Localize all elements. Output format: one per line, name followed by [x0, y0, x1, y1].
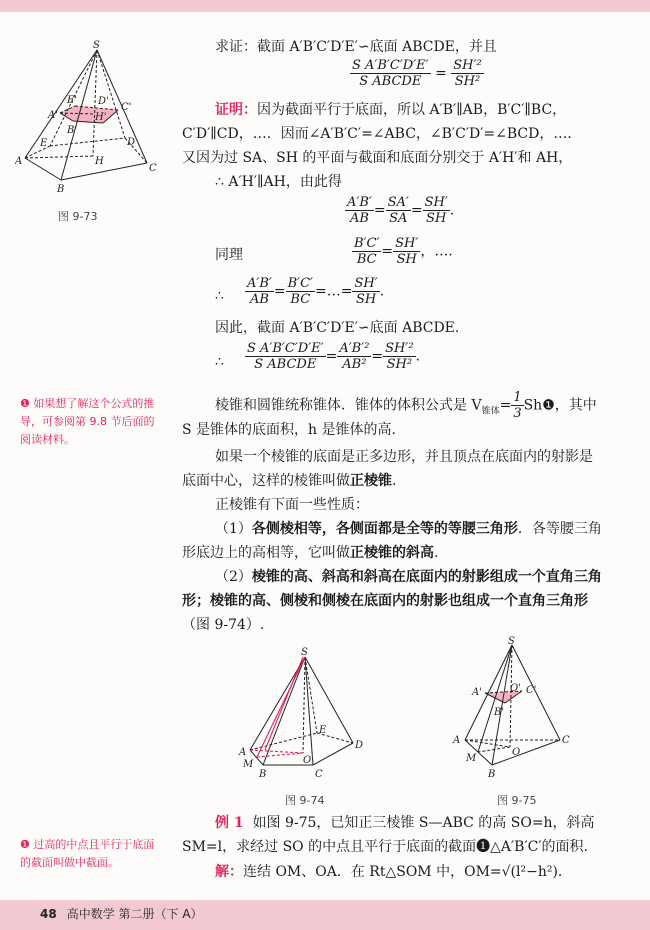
- formula-3: $\frac{B'C'}{BC}$ = $\frac{SH'}{SH}$ ，…．: [354, 236, 463, 267]
- def-line-2: 底面中心，这样的棱锥叫做正棱锥.: [182, 473, 397, 489]
- example-line-2: SM=l，求经过 SO 的中点且平行于底面的截面❶△A′B′C′的面积.: [182, 839, 588, 855]
- example-line-1: 例 1 如图 9-75，已知正三棱锥 S—ABC 的高 SO=h，斜高: [215, 815, 595, 831]
- property-2-line-3: （图 9-74）.: [182, 617, 265, 633]
- therefore-1: ∴: [215, 288, 224, 304]
- label-a: A: [15, 156, 23, 167]
- label-b-prime: B': [67, 125, 78, 136]
- proof-line-1: 证明：因为截面平行于底面，所以 A′B′∥AB，B′C′∥BC，: [215, 102, 567, 118]
- label-o: O: [512, 747, 521, 758]
- proof-label: 证明：: [215, 102, 257, 118]
- figure-9-74: [235, 645, 375, 785]
- label-c-prime: C': [121, 102, 132, 113]
- term-regular-pyramid: 正棱锥: [350, 473, 392, 489]
- similarly-label: 同理: [215, 247, 243, 263]
- page-footer: [40, 905, 203, 922]
- book-title: 高中数学 第二册（下 A）: [66, 907, 203, 921]
- label-s: S: [508, 636, 515, 647]
- label-a: A: [453, 735, 461, 746]
- therefore-2: ∴: [215, 354, 224, 370]
- figure-9-73: [15, 38, 165, 203]
- formula-1-left: $\frac{\text{S A′B′C′D′E′}}{\text{S ABCDE}}$: [352, 58, 429, 89]
- label-s: S: [301, 647, 308, 658]
- label-c-prime: C': [526, 685, 537, 696]
- figure-9-74-caption: 图 9-74: [285, 794, 325, 807]
- label-d-prime: D': [98, 96, 109, 107]
- label-a-prime: A': [472, 687, 482, 698]
- margin-note-2: ❶ 过高的中点且平行于底面的截面叫做中截面。: [20, 838, 155, 869]
- page-number: 48: [40, 907, 57, 921]
- example-label: 例 1: [215, 815, 244, 831]
- label-b: B: [57, 184, 65, 195]
- formula-1-right: $\frac{\text{SH′²}}{\text{SH²}}$: [453, 58, 482, 89]
- formula-2: $\frac{A'B'}{AB}$ = $\frac{SA'}{SA}$ = $\frac{SH'}{SH}$ .: [347, 195, 455, 226]
- term-slant-height: 正棱锥的斜高: [350, 545, 434, 561]
- formula-4: $\frac{A'B'}{AB}$ = $\frac{B'C'}{BC}$ =…= $\frac{SH'}{SH}$ .: [247, 276, 385, 307]
- label-a-prime: A': [48, 110, 58, 121]
- property-1-line-2: 形底边上的高相等，它叫做正棱锥的斜高.: [182, 545, 439, 561]
- proof-line-4: ∴ A′H′∥AH，由此得: [215, 174, 342, 190]
- label-d: D: [355, 740, 364, 751]
- label-m: M: [466, 753, 477, 764]
- proof-line-3: 又因为过 SA、SH 的平面与截面和底面分别交于 A′H′和 AH，: [182, 150, 573, 166]
- solution-line: 解：连结 OM、OA．在 Rt△SOM 中，OM=√(l²−h²).: [215, 864, 563, 880]
- label-o-prime: O': [510, 683, 521, 694]
- label-m: M: [243, 759, 254, 770]
- label-d: D: [127, 137, 136, 148]
- figure-9-75-caption: 图 9-75: [497, 794, 537, 807]
- label-e: E: [40, 138, 48, 149]
- margin-note-1: ❶ 如果想了解这个公式的推导，可参阅第 9.8 节后面的阅读材料。: [20, 397, 155, 446]
- label-s: S: [93, 40, 100, 51]
- label-c: C: [149, 163, 157, 174]
- label-h: H: [95, 156, 104, 167]
- formula-1: $\frac{\text{S A′B′C′D′E′}}{\text{S ABCDE}}$ = $\frac{\text{SH′²}}{\text{SH²}}$: [352, 58, 482, 89]
- solution-label: 解：: [215, 864, 243, 880]
- label-o: O: [303, 755, 312, 766]
- label-c: C: [562, 735, 570, 746]
- property-2-line-1: （2）棱锥的高、斜高和斜高在底面内的射影组成一个直角三角: [215, 569, 602, 585]
- label-e-prime: E': [67, 95, 78, 106]
- label-b: B: [488, 769, 496, 780]
- property-1-line-1: （1）各侧棱相等，各侧面都是全等的等腰三角形．各等腰三角: [215, 521, 602, 537]
- figure-9-75: [450, 635, 580, 785]
- top-band: [0, 0, 650, 12]
- properties-intro: 正棱锥有下面一些性质：: [215, 497, 369, 513]
- label-b-prime: B': [494, 707, 505, 718]
- formula-5: $\frac{\text{S A′B′C′D′E′}}{\text{S ABCDE}}$ = $\frac{\text{A′B′²}}{\text{AB²}}$ = $\frac{\text{SH′²}}{\text{SH²}}$ .: [247, 341, 420, 372]
- label-e: E: [319, 725, 327, 736]
- proof-line-2: C′D′∥CD，…．因而∠A′B′C′=∠ABC，∠B′C′D′=∠BCD，…．: [182, 126, 582, 142]
- figure-9-73-caption: 图 9-73: [58, 210, 98, 223]
- property-2-line-2: 形；棱锥的高、侧棱和侧棱在底面内的射影也组成一个直角三角形: [182, 593, 588, 609]
- label-a: A: [239, 747, 247, 758]
- volume-line: 棱锥和圆锥统称锥体．锥体的体积公式是 $V_{锥体}=$ $\frac{1}{3}$ Sh❶，其中: [215, 390, 597, 421]
- conclusion-line: 因此，截面 A′B′C′D′E′∽底面 ABCDE.: [215, 320, 460, 336]
- label-b: B: [259, 769, 267, 780]
- label-c: C: [315, 769, 323, 780]
- label-h-prime: H': [95, 112, 107, 123]
- volume-line-2: S 是锥体的底面积，h 是锥体的高.: [182, 422, 396, 438]
- claim-line: 求证：截面 A′B′C′D′E′∽底面 ABCDE，并且: [215, 39, 497, 55]
- def-line-1: 如果一个棱锥的底面是正多边形，并且顶点在底面内的射影是: [215, 449, 593, 465]
